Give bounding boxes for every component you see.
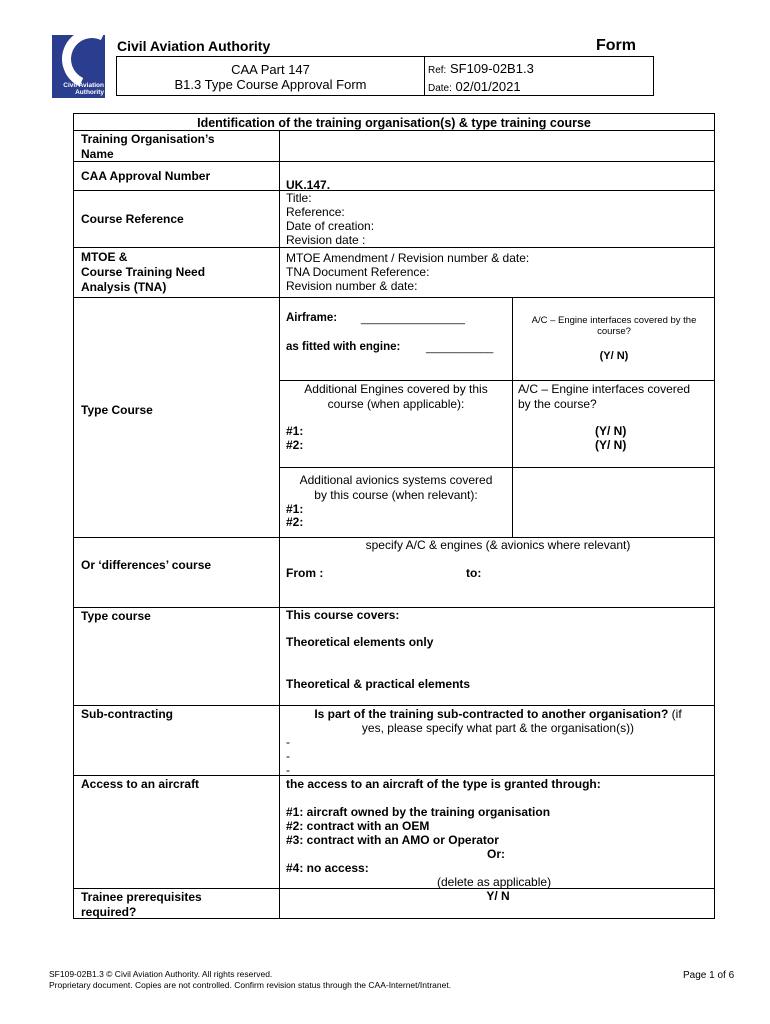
ref-value: SF109-02B1.3 xyxy=(449,61,534,76)
access-intro: the access to an aircraft of the type is granted through: xyxy=(286,777,601,791)
access-or: Or: xyxy=(487,847,505,861)
interfaces-big-1: A/C – Engine interfaces covered xyxy=(518,382,691,396)
course-ref-revision: Revision date : xyxy=(286,233,366,247)
form-title-line2: B1.3 Type Course Approval Form xyxy=(174,77,367,92)
date-label: Date: xyxy=(428,83,452,94)
avionics-1: Additional avionics systems covered xyxy=(299,473,493,487)
theoretical-practical[interactable]: Theoretical & practical elements xyxy=(286,677,471,691)
subcontract-dash-1: - xyxy=(286,735,290,749)
subcontract-q1: Is part of the training sub-contracted to another organisation? xyxy=(314,707,669,721)
subcontract-dash-2: - xyxy=(286,749,290,763)
mtoe-line-1: MTOE Amendment / Revision number & date: xyxy=(286,251,530,265)
ref-label: Ref: xyxy=(428,65,447,76)
interfaces-small-2: course? xyxy=(597,326,631,337)
type-course-label: Type Course xyxy=(81,403,153,417)
subcontract-q1b: (if xyxy=(668,707,682,721)
page-number: Page 1 of 6 xyxy=(683,970,735,981)
subcontract-q2: yes, please specify what part & the organisation(s)) xyxy=(361,721,635,735)
theoretical-only[interactable]: Theoretical elements only xyxy=(286,635,434,649)
engine-yn-2[interactable]: (Y/ N) xyxy=(595,438,627,452)
subcontract-dash-3: - xyxy=(286,763,290,777)
course-ref-label: Course Reference xyxy=(81,212,184,226)
interfaces-small-yn[interactable]: (Y/ N) xyxy=(599,350,629,362)
subcontract-q1-line xyxy=(280,707,716,721)
covers-text: This course covers: xyxy=(286,608,400,622)
mtoe-line-2: TNA Document Reference: xyxy=(286,265,430,279)
table-heading: Identification of the training organisation(s) & type training course xyxy=(197,116,591,130)
avionics-num2: #2: xyxy=(286,515,304,529)
add-engines-1: Additional Engines covered by this xyxy=(304,382,488,396)
prereq-value[interactable]: Y/ N xyxy=(486,889,510,903)
prereq-label-1: Trainee prerequisites xyxy=(81,890,202,904)
diff-specify: specify A/C & engines (& avionics where relevant) xyxy=(365,538,631,552)
type-course2-label: Type course xyxy=(81,609,151,623)
from-label: From : xyxy=(286,566,324,580)
engine-num1: #1: xyxy=(286,424,304,438)
airframe-label: Airframe: xyxy=(286,312,338,324)
course-ref-title: Title: xyxy=(286,191,312,205)
access-label: Access to an aircraft xyxy=(81,777,200,791)
logo-text: Civil Aviation Authority xyxy=(63,82,104,96)
add-engines-2: course (when applicable): xyxy=(327,397,465,411)
name-label-2: Name xyxy=(81,147,114,161)
to-label: to: xyxy=(466,566,482,580)
org-name: Civil Aviation Authority xyxy=(117,38,271,54)
prereq-label-2: required? xyxy=(81,905,137,919)
date-field xyxy=(428,79,521,94)
approval-label: CAA Approval Number xyxy=(81,169,211,183)
delete-note: (delete as applicable) xyxy=(437,875,552,889)
form-title-line1: CAA Part 147 xyxy=(231,62,310,77)
name-label-1: Training Organisation’s xyxy=(81,132,215,146)
mtoe-label-2: Course Training Need xyxy=(81,265,206,279)
access-option-4[interactable]: #4: no access: xyxy=(286,861,369,875)
date-value: 02/01/2021 xyxy=(455,79,521,94)
access-option-3[interactable]: #3: contract with an AMO or Operator xyxy=(286,833,499,847)
mtoe-label-1: MTOE & xyxy=(81,250,128,264)
avionics-2: by this course (when relevant): xyxy=(314,488,478,502)
engine-blank[interactable]: ___________ xyxy=(426,342,494,354)
avionics-num1: #1: xyxy=(286,502,304,516)
subcontract-label: Sub-contracting xyxy=(81,707,173,721)
ref-field xyxy=(428,61,534,76)
engine-label: as fitted with engine: xyxy=(286,341,401,353)
mtoe-line-3: Revision number & date: xyxy=(286,279,418,293)
course-ref-date: Date of creation: xyxy=(286,219,375,233)
diff-label: Or ‘differences’ course xyxy=(81,558,212,572)
approval-value: UK.147. xyxy=(286,178,331,192)
course-approval-table xyxy=(73,113,715,919)
access-option-1[interactable]: #1: aircraft owned by the training organisation xyxy=(286,805,551,819)
footer-disclaimer: Proprietary document. Copies are not controlled. Confirm revision status through the CAA-Internet/Intranet. xyxy=(49,980,452,990)
form-label: Form xyxy=(596,37,636,54)
engine-num2: #2: xyxy=(286,438,304,452)
engine-yn-1[interactable]: (Y/ N) xyxy=(595,424,627,438)
caa-logo xyxy=(52,35,105,98)
mtoe-label-3: Analysis (TNA) xyxy=(81,280,167,294)
access-option-2[interactable]: #2: contract with an OEM xyxy=(286,819,430,833)
airframe-blank[interactable]: _________________ xyxy=(361,313,466,325)
interfaces-small-1: A/C – Engine interfaces covered by the xyxy=(531,315,697,326)
footer-copyright: SF109-02B1.3 © Civil Aviation Authority. All rights reserved. xyxy=(49,969,273,979)
header-box xyxy=(116,56,654,96)
interfaces-big-2: by the course? xyxy=(518,397,597,411)
course-ref-reference: Reference: xyxy=(286,205,345,219)
